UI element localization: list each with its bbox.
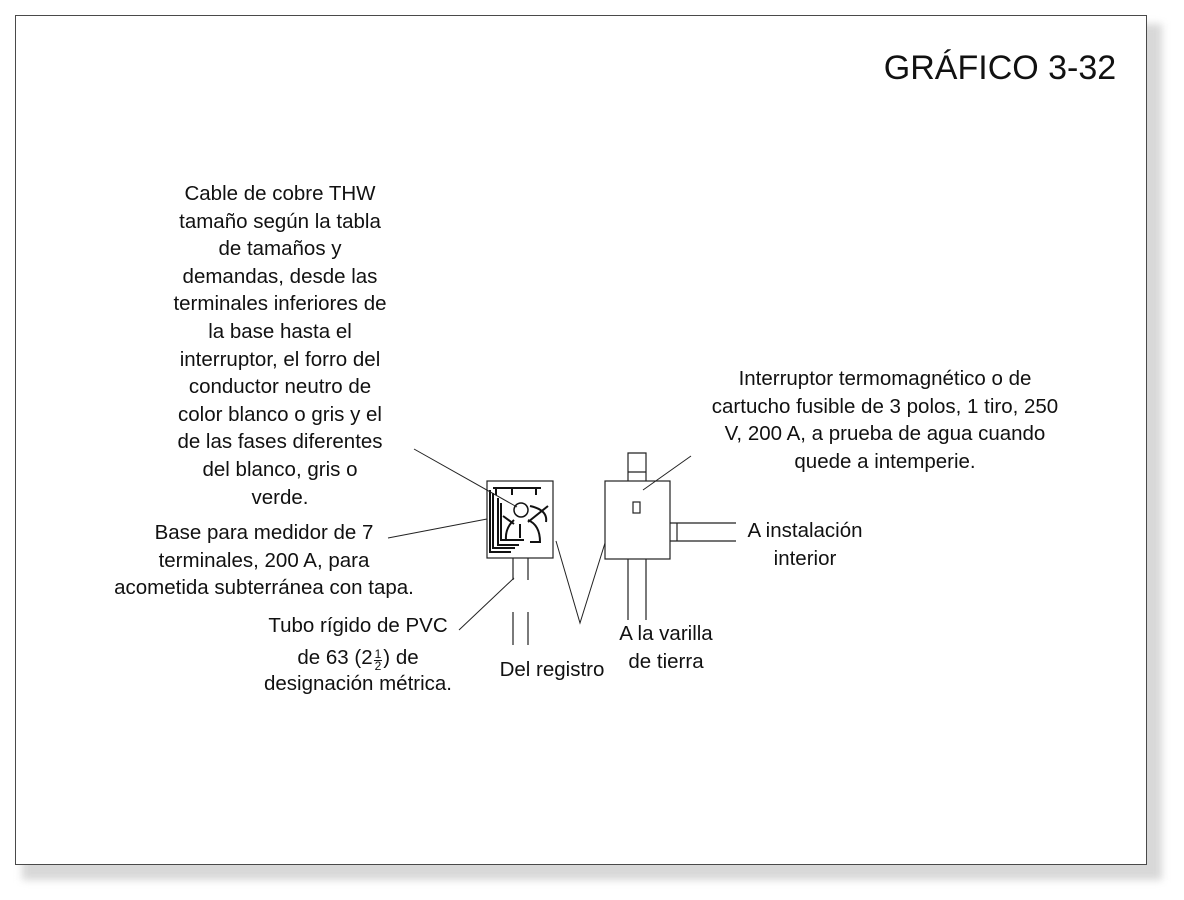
cable-note-line: interruptor, el forro del [179,347,381,371]
cable-note-line: la base hasta el [208,319,352,343]
breaker-note-line: V, 200 A, a prueba de agua cuando [724,422,1046,446]
interior-note-line: interior [773,546,837,570]
meter-base-wiring [490,488,548,552]
meter-base-note-line: Base para medidor de 7 [154,521,374,544]
breaker-note-line: quede a intemperie. [794,449,976,473]
interior-note-line: A instalación [747,519,863,542]
breaker-note-line: cartucho fusible de 3 polos, 1 tiro, 250 [711,394,1059,418]
pvc-note-line: Tubo rígido de PVC [268,614,448,637]
meter-base-note [84,519,444,602]
cable-note-line: conductor neutro de [188,375,372,399]
breaker-note [670,365,1100,475]
pvc-size-before: de 63 (2 [297,645,373,669]
cable-note-line: de las fases diferentes [177,430,383,454]
pvc-conduit-note [238,612,478,697]
interior-note [734,517,876,572]
cable-note-line: verde. [251,485,309,509]
breaker-note-line: Interruptor termomagnético o de [738,367,1032,390]
ground-rod-note [596,620,736,675]
breaker-handle [633,502,640,513]
ground-rod-note-line: A la varilla [619,622,713,645]
cable-note-line: de tamaños y [218,237,342,261]
ground-rod-note-line: de tierra [628,649,704,673]
pvc-conduit [513,558,528,645]
cable-note [150,180,410,511]
interior-conduit [670,523,736,541]
pvc-note-line [238,644,478,672]
pvc-size-after: ) de [383,645,419,669]
breaker-box [605,481,670,559]
meter-socket [514,503,528,517]
cable-note-line: terminales inferiores de [173,292,387,316]
cable-note-line: del blanco, gris o [202,457,358,481]
drawing-title: GRÁFICO 3-32 [883,49,1117,87]
fraction-denominator: 2 [374,658,382,673]
meter-base-note-line: acometida subterránea con tapa. [114,576,414,600]
cable-note-line: Cable de cobre THW [184,182,376,205]
fraction-numerator: 1 [374,646,382,661]
registro-note: Del registro [499,658,605,681]
pvc-note-line: designación métrica. [263,671,452,695]
ground-conduit [628,559,646,620]
top-conduit [628,453,646,481]
cable-note-line: tamaño según la tabla [179,209,381,233]
cable-note-line: color blanco o gris y el [178,402,382,426]
cable-note-line: demandas, desde las [182,264,378,288]
fraction [374,646,383,673]
meter-base-note-line: terminales, 200 A, para [158,548,370,572]
